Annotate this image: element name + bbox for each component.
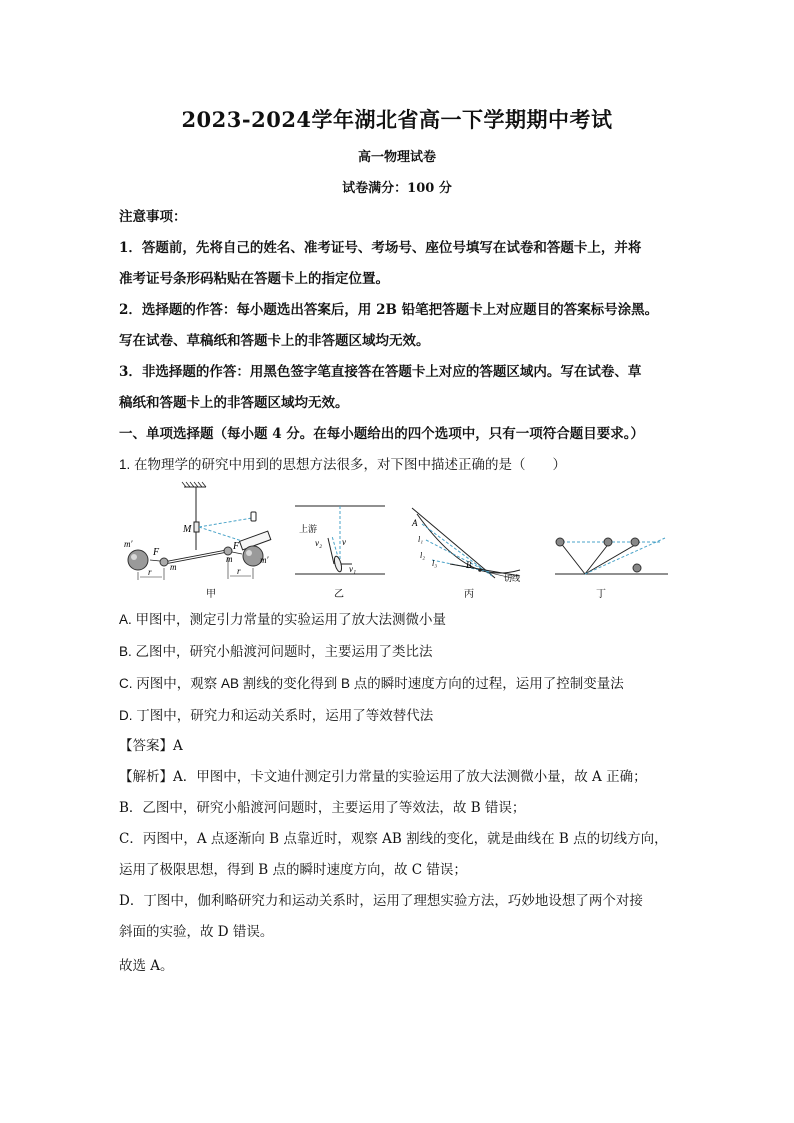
analysis-line-5: D．丁图中，伽利略研究力和运动关系时，运用了理想实验方法，巧妙地设想了两个对接 xyxy=(119,893,643,909)
notice-item-2-line-2: 写在试卷、草稿纸和答题卡上的非答题区域均无效。 xyxy=(119,333,430,349)
option-b: B. 乙图中，研究小船渡河问题时，主要运用了类比法 xyxy=(119,644,433,659)
option-d: D. 丁图中，研究力和运动关系时，运用了等效替代法 xyxy=(119,708,434,723)
jia-label-F-right: F xyxy=(233,541,240,552)
yi-label-upstream: 上游 xyxy=(299,524,318,534)
analysis-line-3: C．丙图中，A 点逐渐向 B 点靠近时，观察 AB 割线的变化，就是曲线在 B 点的切线方向， xyxy=(119,831,668,847)
section-heading: 一、单项选择题（每小题 4 分。在每小题给出的四个选项中，只有一项符合题目要求。） xyxy=(119,426,645,442)
ding-ball-3 xyxy=(631,538,639,546)
jia-label-r-right: r xyxy=(237,566,241,576)
bing-label-A: A xyxy=(412,518,418,528)
subject-title: 高一物理试卷 xyxy=(357,150,436,165)
answer: 【答案】A xyxy=(119,738,183,754)
figure-caption-bing: 丙 xyxy=(464,589,474,600)
notice-item-3-line-1: 3．非选择题的作答：用黑色签字笔直接答在答题卡上对应的答题区域内。写在试卷、草 xyxy=(119,364,642,380)
jia-large-ball-left xyxy=(128,550,148,570)
yi-label-v2: v₂ xyxy=(315,538,323,548)
jia-small-ball-left xyxy=(160,558,168,566)
figure-caption-ding: 丁 xyxy=(596,589,606,600)
notice-heading: 注意事项： xyxy=(119,209,187,225)
question-1-stem: 1. 在物理学的研究中用到的思想方法很多，对下图中描述正确的是（ ） xyxy=(119,457,567,472)
analysis-line-2: B．乙图中，研究小船渡河问题时，主要运用了等效法，故 B 错误； xyxy=(119,800,526,816)
analysis-line-6: 斜面的实验，故 D 错误。 xyxy=(119,924,274,940)
jia-label-m-prime-right: m′ xyxy=(260,555,269,565)
ding-ball-1 xyxy=(556,538,564,546)
bing-label-l3: l₃ xyxy=(432,559,438,568)
jia-label-m-left: m xyxy=(170,562,177,572)
notice-item-1-line-1: 1．答题前，先将自己的姓名、准考证号、考场号、座位号填写在试卷和答题卡上，并将 xyxy=(119,240,642,256)
bing-label-tangent: 切线 xyxy=(504,574,520,583)
bing-label-l1: l₁ xyxy=(418,535,424,544)
ding-ball-4 xyxy=(633,564,641,572)
diagram-yi xyxy=(295,506,385,574)
analysis-line-4: 运用了极限思想，得到 B 点的瞬时速度方向，故 C 错误； xyxy=(119,862,467,878)
full-score: 试卷满分：100 分 xyxy=(342,181,452,196)
jia-label-m-prime-left: m′ xyxy=(124,539,133,549)
analysis-line-1: 【解析】A．甲图中，卡文迪什测定引力常量的实验运用了放大法测微小量，故 A 正确； xyxy=(119,769,647,785)
option-c: C. 丙图中，观察 AB 割线的变化得到 B 点的瞬时速度方向的过程，运用了控制变量法 xyxy=(119,676,624,691)
option-a: A. 甲图中，测定引力常量的实验运用了放大法测微小量 xyxy=(119,612,447,627)
bing-label-B: B xyxy=(466,560,472,570)
notice-item-2-line-1: 2．选择题的作答：每小题选出答案后，用 2B 铅笔把答题卡上对应题目的答案标号涂黑。 xyxy=(119,302,659,318)
yi-label-v: v xyxy=(342,537,346,547)
jia-label-M: M xyxy=(183,524,192,535)
jia-label-m-right: m xyxy=(226,554,233,564)
question-1-figure xyxy=(120,480,690,605)
jia-label-F-left: F xyxy=(153,547,160,558)
figure-caption-yi: 乙 xyxy=(334,589,344,600)
ding-ball-2 xyxy=(604,538,612,546)
figure-caption-jia: 甲 xyxy=(206,589,216,600)
exam-title: 2023-2024学年湖北省高一下学期期中考试 xyxy=(181,107,613,132)
notice-item-3-line-2: 稿纸和答题卡上的非答题区域均无效。 xyxy=(119,395,349,411)
jia-label-r-left: r xyxy=(148,567,152,577)
analysis-conclusion: 故选 A。 xyxy=(119,958,174,974)
bing-label-l2: l₂ xyxy=(420,551,426,560)
notice-item-1-line-2: 准考证号条形码粘贴在答题卡上的指定位置。 xyxy=(119,271,389,287)
yi-label-v1: v₁ xyxy=(349,564,357,574)
